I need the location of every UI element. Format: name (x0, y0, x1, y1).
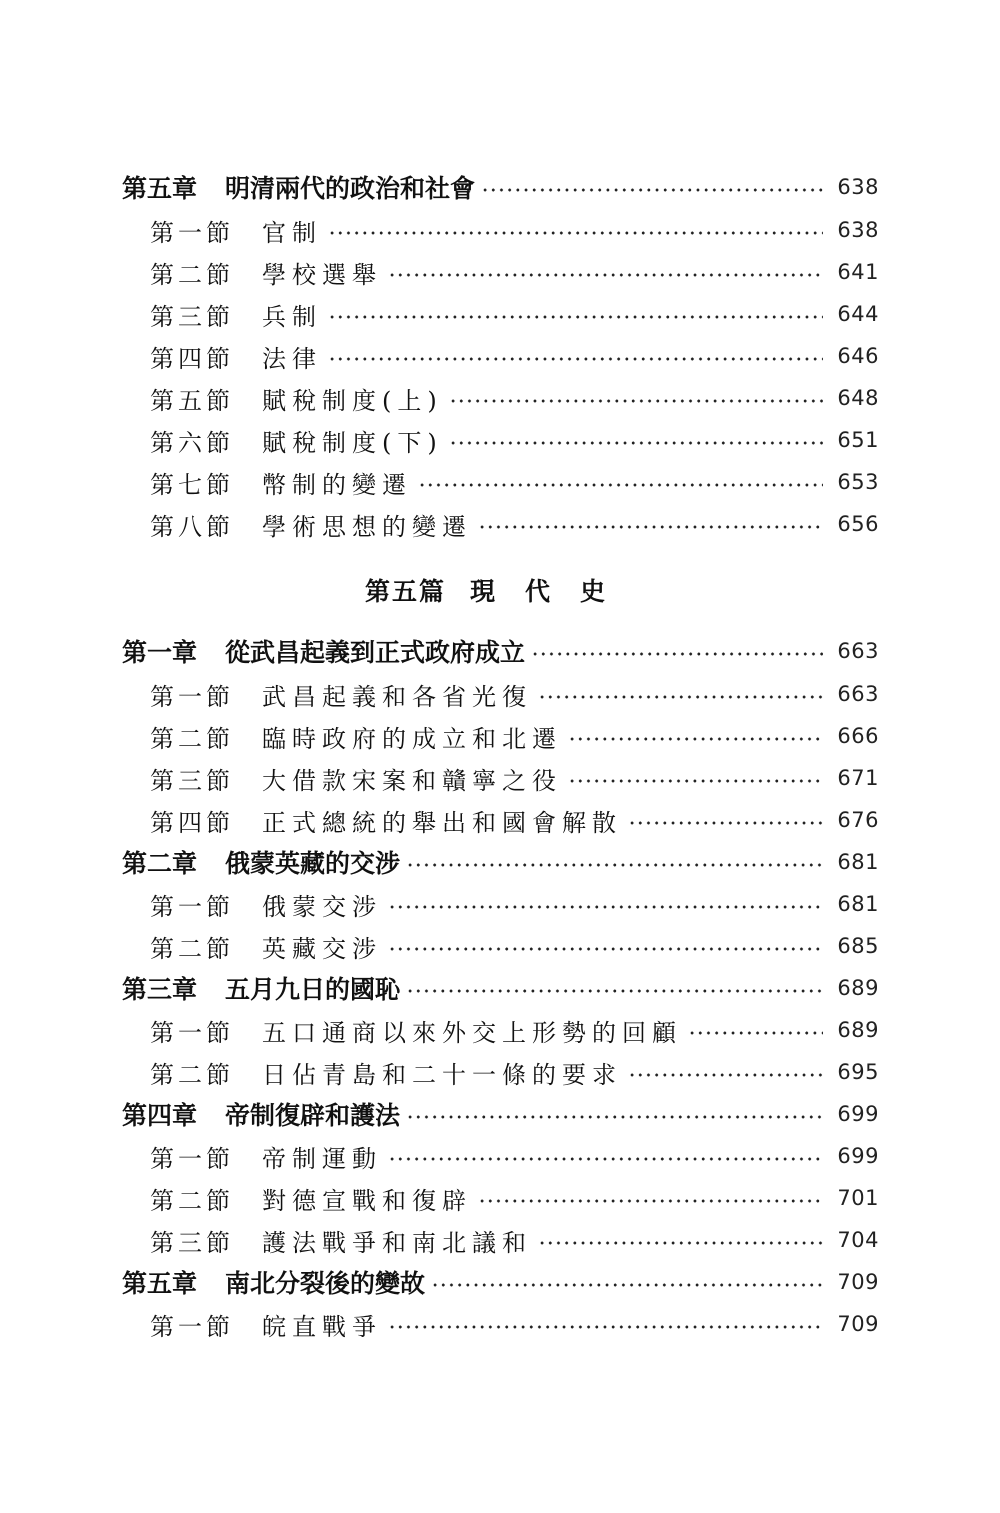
section-label: 第八節 (150, 512, 234, 541)
dot-leader (478, 1199, 823, 1203)
chapter-title: 五月九日的國恥 (225, 975, 401, 1004)
section-label: 第三節 (150, 1228, 234, 1257)
chapter-label: 第五章 (122, 174, 198, 203)
toc-section-entry (150, 1055, 879, 1089)
page-number: 653 (837, 470, 879, 494)
toc-section-entry (150, 1181, 879, 1215)
page-number: 663 (837, 682, 879, 706)
toc-chapter-entry (122, 971, 879, 1005)
toc-chapter-entry (122, 634, 879, 668)
section-label: 第三節 (150, 766, 234, 795)
section-title: 俄蒙交涉 (262, 892, 382, 921)
section-label: 第二節 (150, 724, 234, 753)
toc-section-entry (150, 339, 879, 373)
section-title: 正式總統的舉出和國會解散 (262, 808, 622, 837)
section-title: 對德宣戰和復辟 (262, 1186, 472, 1215)
chapter-label: 第二章 (122, 849, 198, 878)
dot-leader (538, 695, 823, 699)
section-title: 皖直戰爭 (262, 1312, 382, 1341)
chapter-title: 俄蒙英藏的交涉 (225, 849, 401, 878)
page-number: 689 (837, 1018, 879, 1042)
toc-chapter-entry (122, 170, 879, 204)
dot-leader (568, 779, 823, 783)
dot-leader (406, 863, 823, 867)
section-label: 第三節 (150, 302, 234, 331)
chapter-label: 第五章 (122, 1269, 198, 1298)
section-title: 官制 (262, 218, 322, 247)
toc-section-entry (150, 255, 879, 289)
dot-leader (328, 357, 823, 361)
section-title: 武昌起義和各省光復 (262, 682, 532, 711)
section-label: 第一節 (150, 1312, 234, 1341)
dot-leader (388, 1157, 823, 1161)
page-number: 689 (837, 976, 879, 1000)
page-number: 663 (837, 639, 879, 663)
dot-leader (418, 483, 823, 487)
section-title: 學術思想的變遷 (262, 512, 472, 541)
dot-leader (688, 1031, 823, 1035)
page-number: 666 (837, 724, 879, 748)
page-number: 685 (837, 934, 879, 958)
chapter-label: 第四章 (122, 1101, 198, 1130)
toc-section-entry (150, 1013, 879, 1047)
section-title: 幣制的變遷 (262, 470, 412, 499)
toc-section-entry (150, 677, 879, 711)
toc-section-entry (150, 297, 879, 331)
chapter-title: 從武昌起義到正式政府成立 (225, 638, 526, 667)
chapter-label: 第三章 (122, 975, 198, 1004)
page-number: 638 (837, 175, 879, 199)
toc-section-entry (150, 1223, 879, 1257)
section-label: 第二節 (150, 1060, 234, 1089)
section-title: 臨時政府的成立和北遷 (262, 724, 562, 753)
section-label: 第七節 (150, 470, 234, 499)
page-number: 709 (837, 1270, 879, 1294)
toc-section-entry (150, 761, 879, 795)
page-number: 709 (837, 1312, 879, 1336)
toc-section-entry (150, 887, 879, 921)
dot-leader (388, 905, 823, 909)
dot-leader (538, 1241, 823, 1245)
toc-section-entry (150, 1307, 879, 1341)
dot-leader (568, 737, 823, 741)
toc-section-entry (150, 381, 879, 415)
section-label: 第二節 (150, 1186, 234, 1215)
section-label: 第一節 (150, 1018, 234, 1047)
dot-leader (628, 1073, 823, 1077)
part-heading (0, 572, 1000, 608)
page-number: 651 (837, 428, 879, 452)
section-label: 第一節 (150, 1144, 234, 1173)
section-title: 學校選舉 (262, 260, 382, 289)
dot-leader (481, 188, 823, 192)
chapter-title: 南北分裂後的變故 (225, 1269, 426, 1298)
toc-chapter-entry (122, 1097, 879, 1131)
dot-leader (406, 989, 823, 993)
section-title: 帝制運動 (262, 1144, 382, 1173)
dot-leader (478, 525, 823, 529)
dot-leader (328, 315, 823, 319)
chapter-title: 帝制復辟和護法 (225, 1101, 401, 1130)
page-number: 704 (837, 1228, 879, 1252)
section-title: 賦稅制度(下) (262, 428, 443, 457)
chapter-label: 第一章 (122, 638, 198, 667)
section-label: 第五節 (150, 386, 234, 415)
page-number: 699 (837, 1102, 879, 1126)
page-number: 681 (837, 892, 879, 916)
section-label: 第一節 (150, 682, 234, 711)
toc-section-entry (150, 465, 879, 499)
dot-leader (628, 821, 823, 825)
page-number: 641 (837, 260, 879, 284)
page-number: 681 (837, 850, 879, 874)
dot-leader (449, 441, 824, 445)
section-title: 英藏交涉 (262, 934, 382, 963)
section-label: 第四節 (150, 344, 234, 373)
page-number: 656 (837, 512, 879, 536)
page-number: 695 (837, 1060, 879, 1084)
page-number: 699 (837, 1144, 879, 1168)
page-number: 638 (837, 218, 879, 242)
chapter-title: 明清兩代的政治和社會 (225, 174, 476, 203)
toc-section-entry (150, 803, 879, 837)
dot-leader (431, 1283, 823, 1287)
dot-leader (406, 1115, 823, 1119)
dot-leader (388, 947, 823, 951)
section-label: 第六節 (150, 428, 234, 457)
section-label: 第四節 (150, 808, 234, 837)
section-title: 賦稅制度(上) (262, 386, 443, 415)
toc-section-entry (150, 929, 879, 963)
section-title: 五口通商以來外交上形勢的回顧 (262, 1018, 682, 1047)
section-label: 第一節 (150, 892, 234, 921)
section-title: 大借款宋案和贛寧之役 (262, 766, 562, 795)
toc-section-entry (150, 1139, 879, 1173)
dot-leader (328, 231, 823, 235)
section-label: 第二節 (150, 934, 234, 963)
section-title: 護法戰爭和南北議和 (262, 1228, 532, 1257)
toc-section-entry (150, 507, 879, 541)
section-label: 第二節 (150, 260, 234, 289)
page-number: 648 (837, 386, 879, 410)
section-title: 法律 (262, 344, 322, 373)
part-name: 現代史 (470, 577, 636, 606)
page-number: 644 (837, 302, 879, 326)
toc-chapter-entry (122, 1265, 879, 1299)
page-number: 646 (837, 344, 879, 368)
section-label: 第一節 (150, 218, 234, 247)
toc-section-entry (150, 423, 879, 457)
dot-leader (388, 273, 823, 277)
part-label: 第五篇 (364, 577, 446, 606)
dot-leader (449, 399, 824, 403)
toc-section-entry (150, 213, 879, 247)
section-title: 日佔青島和二十一條的要求 (262, 1060, 622, 1089)
toc-section-entry (150, 719, 879, 753)
dot-leader (388, 1325, 823, 1329)
page-number: 671 (837, 766, 879, 790)
dot-leader (531, 652, 823, 656)
toc-chapter-entry (122, 845, 879, 879)
page-number: 676 (837, 808, 879, 832)
section-title: 兵制 (262, 302, 322, 331)
page-number: 701 (837, 1186, 879, 1210)
